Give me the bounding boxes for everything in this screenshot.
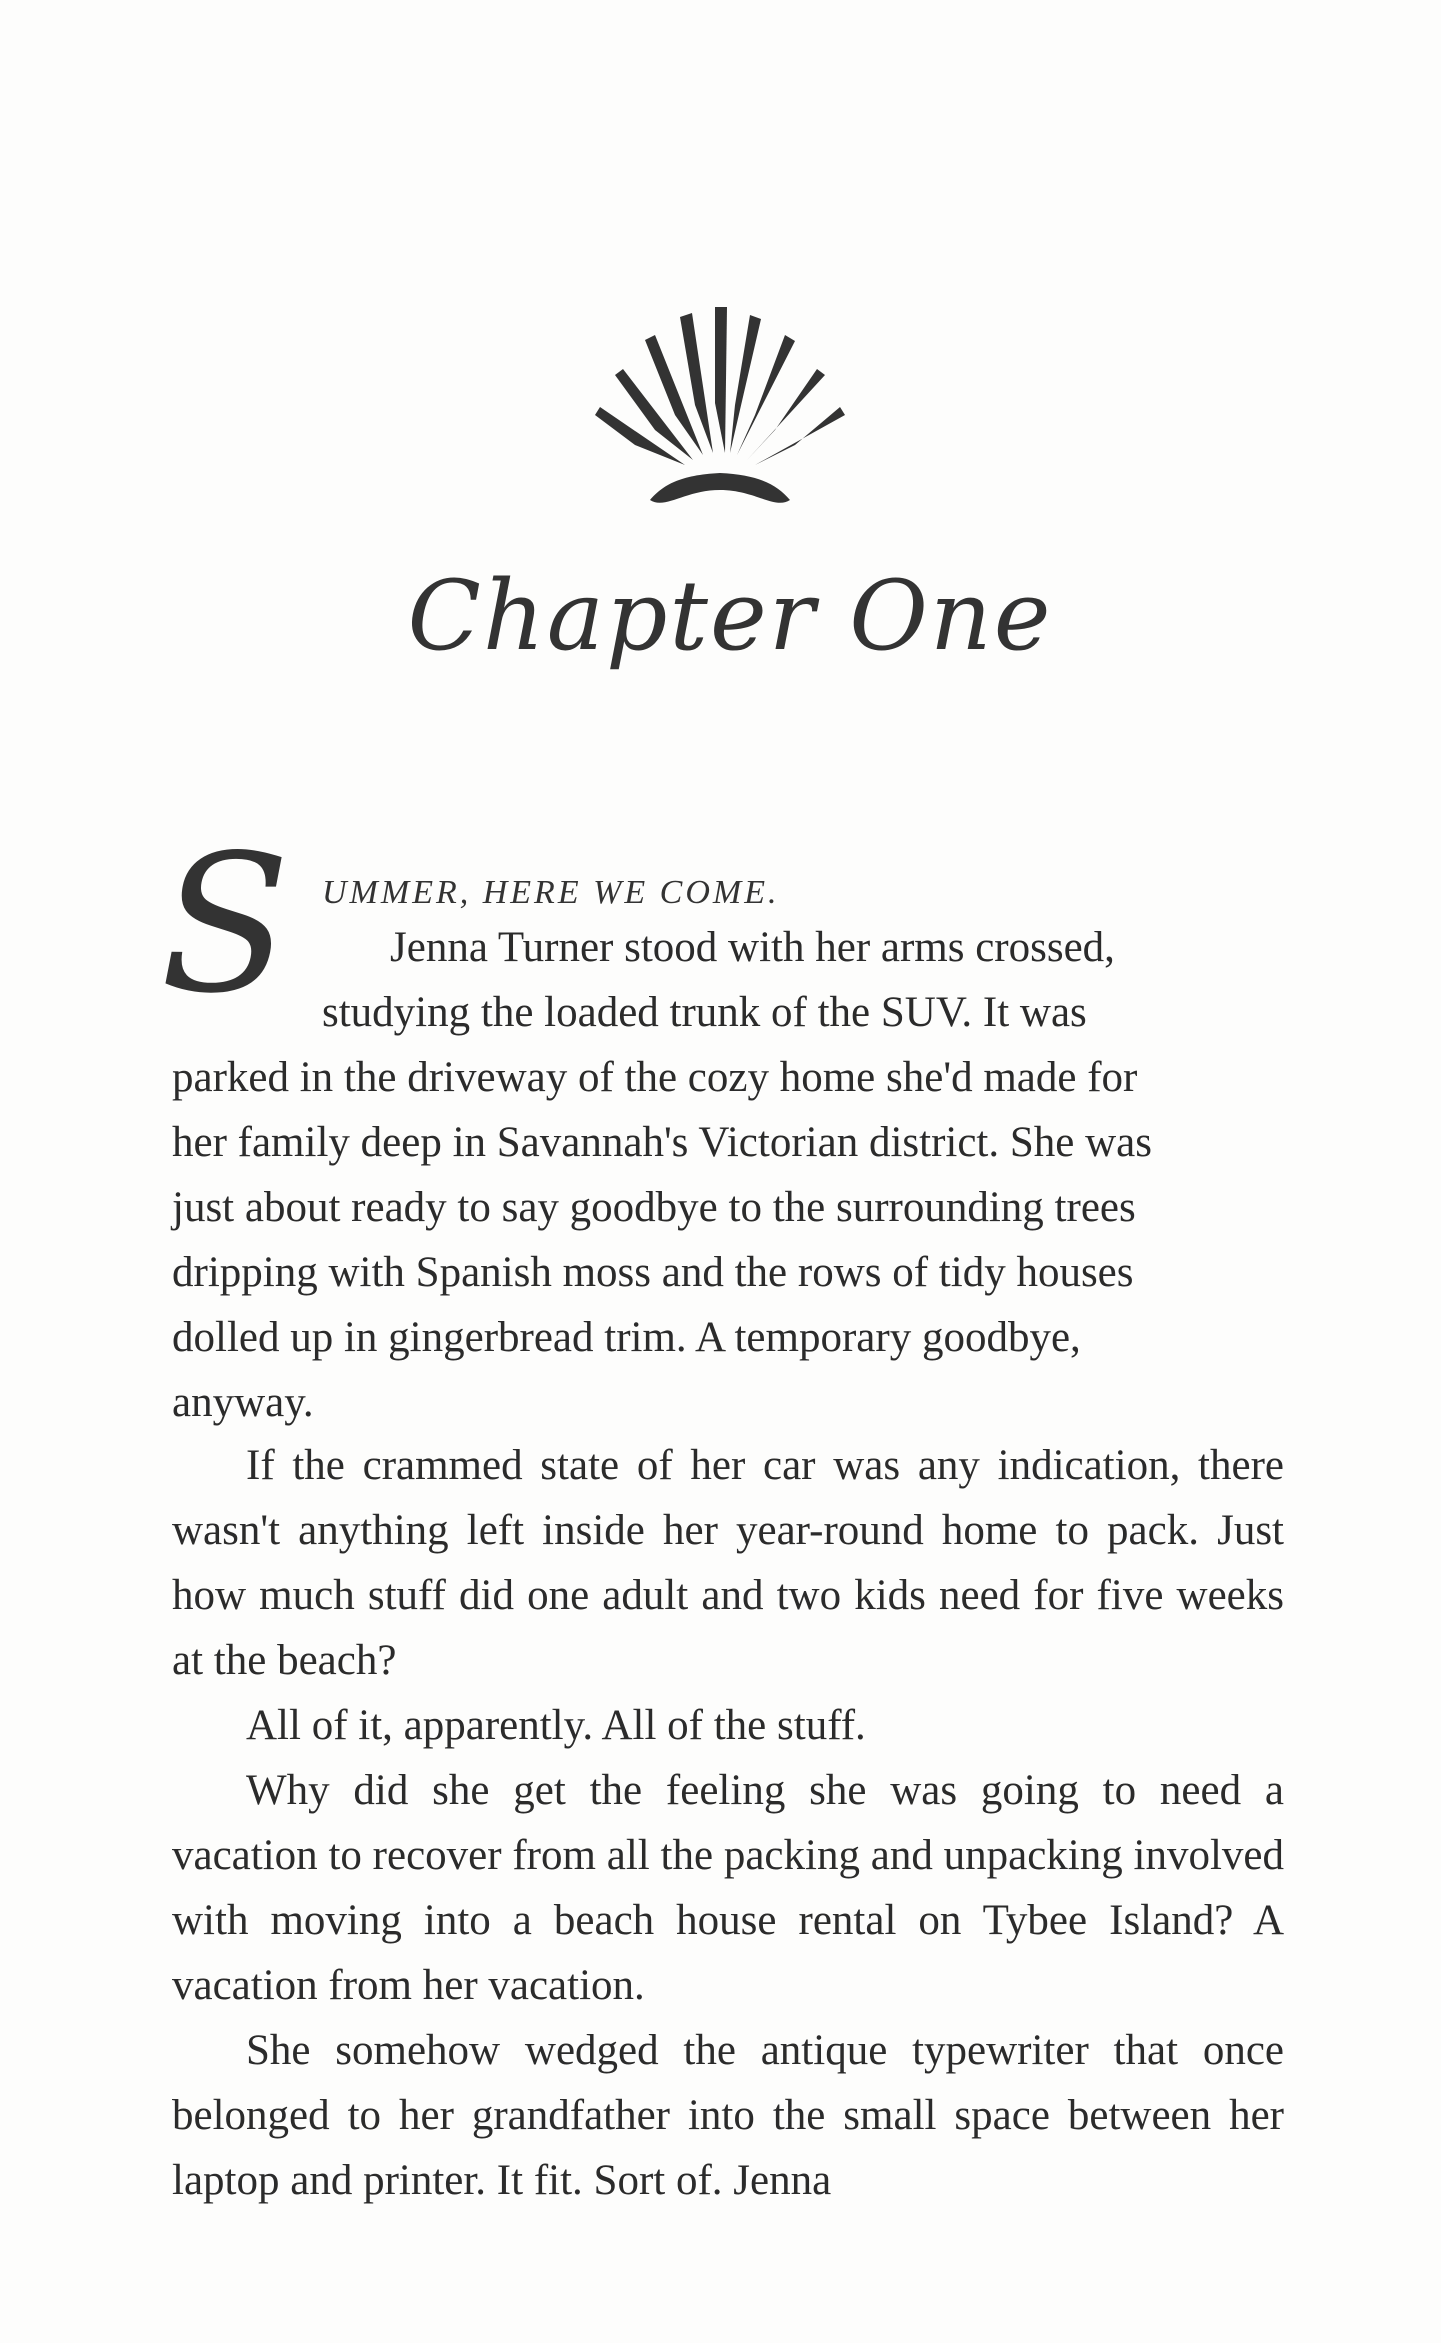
text-line: her family deep in Savannah's Victorian district. She was: [172, 1119, 1152, 1166]
paragraph-2: If the crammed state of her car was any indication, there wasn't anything left inside her year-round home to pack. Just how much stuff did one adult and two kids need for five weeks at the beach?: [172, 1442, 1284, 1684]
paragraph-5: She somehow wedged the antique typewriter that once belonged to her grandfather into the small space between her laptop and printer. It fit. Sort of. Jenna: [172, 2027, 1284, 2204]
text-line: Jenna Turner stood with her arms crossed,: [390, 924, 1115, 971]
text-line: just about ready to say goodbye to the surrounding trees: [172, 1184, 1136, 1231]
scallop-shell-icon: [575, 295, 865, 515]
opening-small-caps: UMMER, HERE WE COME.: [322, 874, 780, 911]
text-line: anyway.: [172, 1379, 314, 1426]
drop-cap: S: [160, 814, 291, 1035]
text-line: dolled up in gingerbread trim. A temporary goodbye,: [172, 1314, 1081, 1361]
text-line: studying the loaded trunk of the SUV. It was: [322, 989, 1087, 1036]
text-line: parked in the driveway of the cozy home she'd made for: [172, 1054, 1138, 1101]
body-text: [172, 1433, 1284, 2213]
paragraph-4: Why did she get the feeling she was going to need a vacation to recover from all the packing and unpacking involved with moving into a beach house rental on Tybee Island? A vacation from her vacation.: [172, 1767, 1284, 2009]
paragraph-3: All of it, apparently. All of the stuff.: [246, 1702, 866, 1749]
text-line: dripping with Spanish moss and the rows of tidy houses: [172, 1249, 1134, 1296]
paragraph-1: [172, 915, 1284, 1435]
chapter-title: Chapter One: [407, 560, 1053, 672]
